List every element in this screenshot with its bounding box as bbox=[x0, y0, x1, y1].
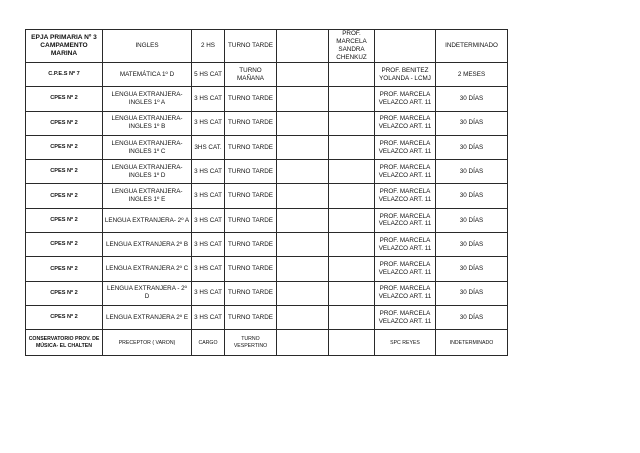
shift-cell: TURNO TARDE bbox=[225, 257, 277, 281]
table-row bbox=[26, 87, 508, 111]
institution-cell: CPES Nº 2 bbox=[26, 184, 103, 208]
table-row bbox=[26, 63, 508, 87]
subject-cell: INGLES bbox=[103, 30, 192, 63]
replacement-cell: PROF. MARCELA VELAZCO ART. 11 bbox=[375, 87, 436, 111]
subject-cell: LENGUA EXTRANJERA- INGLES 1º C bbox=[103, 135, 192, 159]
replacement-cell: PROF. MARCELA VELAZCO ART. 11 bbox=[375, 233, 436, 257]
duration-cell: 30 DÍAS bbox=[436, 160, 508, 184]
subject-cell: LENGUA EXTRANJERA- INGLES 1º D bbox=[103, 160, 192, 184]
hours-cell: 3 HS CAT bbox=[192, 111, 225, 135]
duration-cell: 30 DÍAS bbox=[436, 111, 508, 135]
table-row bbox=[26, 208, 508, 232]
blank-cell bbox=[277, 305, 329, 329]
teacher-cell: PROF. MARCELA SANDRA CHENKUZ bbox=[329, 30, 375, 63]
subject-cell: PRECEPTOR ( VARON) bbox=[103, 330, 192, 356]
teacher-cell bbox=[329, 233, 375, 257]
hours-cell: 3 HS CAT bbox=[192, 233, 225, 257]
shift-cell: TURNO VESPERTINO bbox=[225, 330, 277, 356]
teacher-cell bbox=[329, 184, 375, 208]
duration-cell: 30 DÍAS bbox=[436, 305, 508, 329]
institution-cell: CPES Nº 2 bbox=[26, 281, 103, 305]
replacement-cell: SPC REYES bbox=[375, 330, 436, 356]
teacher-cell bbox=[329, 281, 375, 305]
teacher-cell bbox=[329, 305, 375, 329]
institution-cell: CPES Nº 2 bbox=[26, 305, 103, 329]
table-row bbox=[26, 111, 508, 135]
replacement-cell: PROF. BENITEZ YOLANDA - LCMJ bbox=[375, 63, 436, 87]
shift-cell: TURNO TARDE bbox=[225, 111, 277, 135]
blank-cell bbox=[277, 184, 329, 208]
subject-cell: LENGUA EXTRANJERA- INGLES 1º B bbox=[103, 111, 192, 135]
replacement-cell: PROF. MARCELA VELAZCO ART. 11 bbox=[375, 208, 436, 232]
shift-cell: TURNO TARDE bbox=[225, 281, 277, 305]
blank-cell bbox=[277, 257, 329, 281]
hours-cell: 3 HS CAT bbox=[192, 160, 225, 184]
hours-cell: 3 HS CAT bbox=[192, 184, 225, 208]
table-row bbox=[26, 281, 508, 305]
hours-cell: 2 HS bbox=[192, 30, 225, 63]
blank-cell bbox=[277, 160, 329, 184]
blank-cell bbox=[277, 208, 329, 232]
subject-cell: MATEMÁTICA 1º D bbox=[103, 63, 192, 87]
shift-cell: TURNO TARDE bbox=[225, 305, 277, 329]
hours-cell: 3 HS CAT bbox=[192, 87, 225, 111]
replacement-cell: PROF. MARCELA VELAZCO ART. 11 bbox=[375, 281, 436, 305]
hours-cell: 3 HS CAT bbox=[192, 208, 225, 232]
table-row bbox=[26, 160, 508, 184]
institution-cell: CPES Nº 2 bbox=[26, 160, 103, 184]
institution-cell: CPES Nº 2 bbox=[26, 87, 103, 111]
replacement-cell: PROF. MARCELA VELAZCO ART. 11 bbox=[375, 160, 436, 184]
teacher-cell bbox=[329, 111, 375, 135]
duration-cell: 30 DÍAS bbox=[436, 184, 508, 208]
teacher-cell bbox=[329, 63, 375, 87]
table-row bbox=[26, 305, 508, 329]
subject-cell: LENGUA EXTRANJERA- INGLES 1º E bbox=[103, 184, 192, 208]
blank-cell bbox=[277, 111, 329, 135]
subject-cell: LENGUA EXTRANJERA 2º C bbox=[103, 257, 192, 281]
duration-cell: 30 DÍAS bbox=[436, 257, 508, 281]
blank-cell bbox=[277, 233, 329, 257]
teacher-cell bbox=[329, 330, 375, 356]
table-row bbox=[26, 257, 508, 281]
vacancies-table bbox=[25, 29, 508, 356]
institution-cell: CPES Nº 2 bbox=[26, 257, 103, 281]
replacement-cell: PROF. MARCELA VELAZCO ART. 11 bbox=[375, 135, 436, 159]
teacher-cell bbox=[329, 257, 375, 281]
teacher-cell bbox=[329, 160, 375, 184]
replacement-cell: PROF. MARCELA VELAZCO ART. 11 bbox=[375, 305, 436, 329]
blank-cell bbox=[277, 30, 329, 63]
shift-cell: TURNO TARDE bbox=[225, 135, 277, 159]
table-body bbox=[26, 30, 508, 356]
hours-cell: 3 HS CAT bbox=[192, 281, 225, 305]
table-row bbox=[26, 30, 508, 63]
shift-cell: TURNO TARDE bbox=[225, 208, 277, 232]
institution-cell: CONSERVATORIO PROV. DE MÚSICA- EL CHALTEN bbox=[26, 330, 103, 356]
institution-cell: CPES Nº 2 bbox=[26, 208, 103, 232]
table-row bbox=[26, 184, 508, 208]
shift-cell: TURNO TARDE bbox=[225, 30, 277, 63]
blank-cell bbox=[277, 87, 329, 111]
shift-cell: TURNO TARDE bbox=[225, 184, 277, 208]
hours-cell: 3 HS CAT bbox=[192, 257, 225, 281]
blank-cell bbox=[277, 281, 329, 305]
institution-cell: C.P.E.S Nº 7 bbox=[26, 63, 103, 87]
teacher-cell bbox=[329, 135, 375, 159]
subject-cell: LENGUA EXTRANJERA- INGLES 1º A bbox=[103, 87, 192, 111]
replacement-cell bbox=[375, 30, 436, 63]
institution-cell: EPJA PRIMARIA Nº 3 CAMPAMENTO MARINA bbox=[26, 30, 103, 63]
duration-cell: INDETERMINADO bbox=[436, 330, 508, 356]
hours-cell: 5 HS CAT bbox=[192, 63, 225, 87]
blank-cell bbox=[277, 63, 329, 87]
blank-cell bbox=[277, 135, 329, 159]
duration-cell: 2 MESES bbox=[436, 63, 508, 87]
subject-cell: LENGUA EXTRANJERA 2º B bbox=[103, 233, 192, 257]
duration-cell: 30 DÍAS bbox=[436, 233, 508, 257]
replacement-cell: PROF. MARCELA VELAZCO ART. 11 bbox=[375, 111, 436, 135]
duration-cell: INDETERMINADO bbox=[436, 30, 508, 63]
duration-cell: 30 DÍAS bbox=[436, 135, 508, 159]
shift-cell: TURNO TARDE bbox=[225, 160, 277, 184]
subject-cell: LENGUA EXTRANJERA 2º E bbox=[103, 305, 192, 329]
institution-cell: CPES Nº 2 bbox=[26, 233, 103, 257]
hours-cell: 3 HS CAT bbox=[192, 305, 225, 329]
table-row bbox=[26, 135, 508, 159]
shift-cell: TURNO MAÑANA bbox=[225, 63, 277, 87]
teacher-cell bbox=[329, 208, 375, 232]
duration-cell: 30 DÍAS bbox=[436, 87, 508, 111]
teacher-cell bbox=[329, 87, 375, 111]
shift-cell: TURNO TARDE bbox=[225, 233, 277, 257]
shift-cell: TURNO TARDE bbox=[225, 87, 277, 111]
subject-cell: LENGUA EXTRANJERA - 2º D bbox=[103, 281, 192, 305]
institution-cell: CPES Nº 2 bbox=[26, 111, 103, 135]
replacement-cell: PROF. MARCELA VELAZCO ART. 11 bbox=[375, 184, 436, 208]
replacement-cell: PROF. MARCELA VELAZCO ART. 11 bbox=[375, 257, 436, 281]
duration-cell: 30 DÍAS bbox=[436, 281, 508, 305]
hours-cell: CARGO bbox=[192, 330, 225, 356]
hours-cell: 3HS CAT. bbox=[192, 135, 225, 159]
subject-cell: LENGUA EXTRANJERA- 2º A bbox=[103, 208, 192, 232]
institution-cell: CPES Nº 2 bbox=[26, 135, 103, 159]
table-row bbox=[26, 233, 508, 257]
table-row bbox=[26, 330, 508, 356]
blank-cell bbox=[277, 330, 329, 356]
duration-cell: 30 DÍAS bbox=[436, 208, 508, 232]
